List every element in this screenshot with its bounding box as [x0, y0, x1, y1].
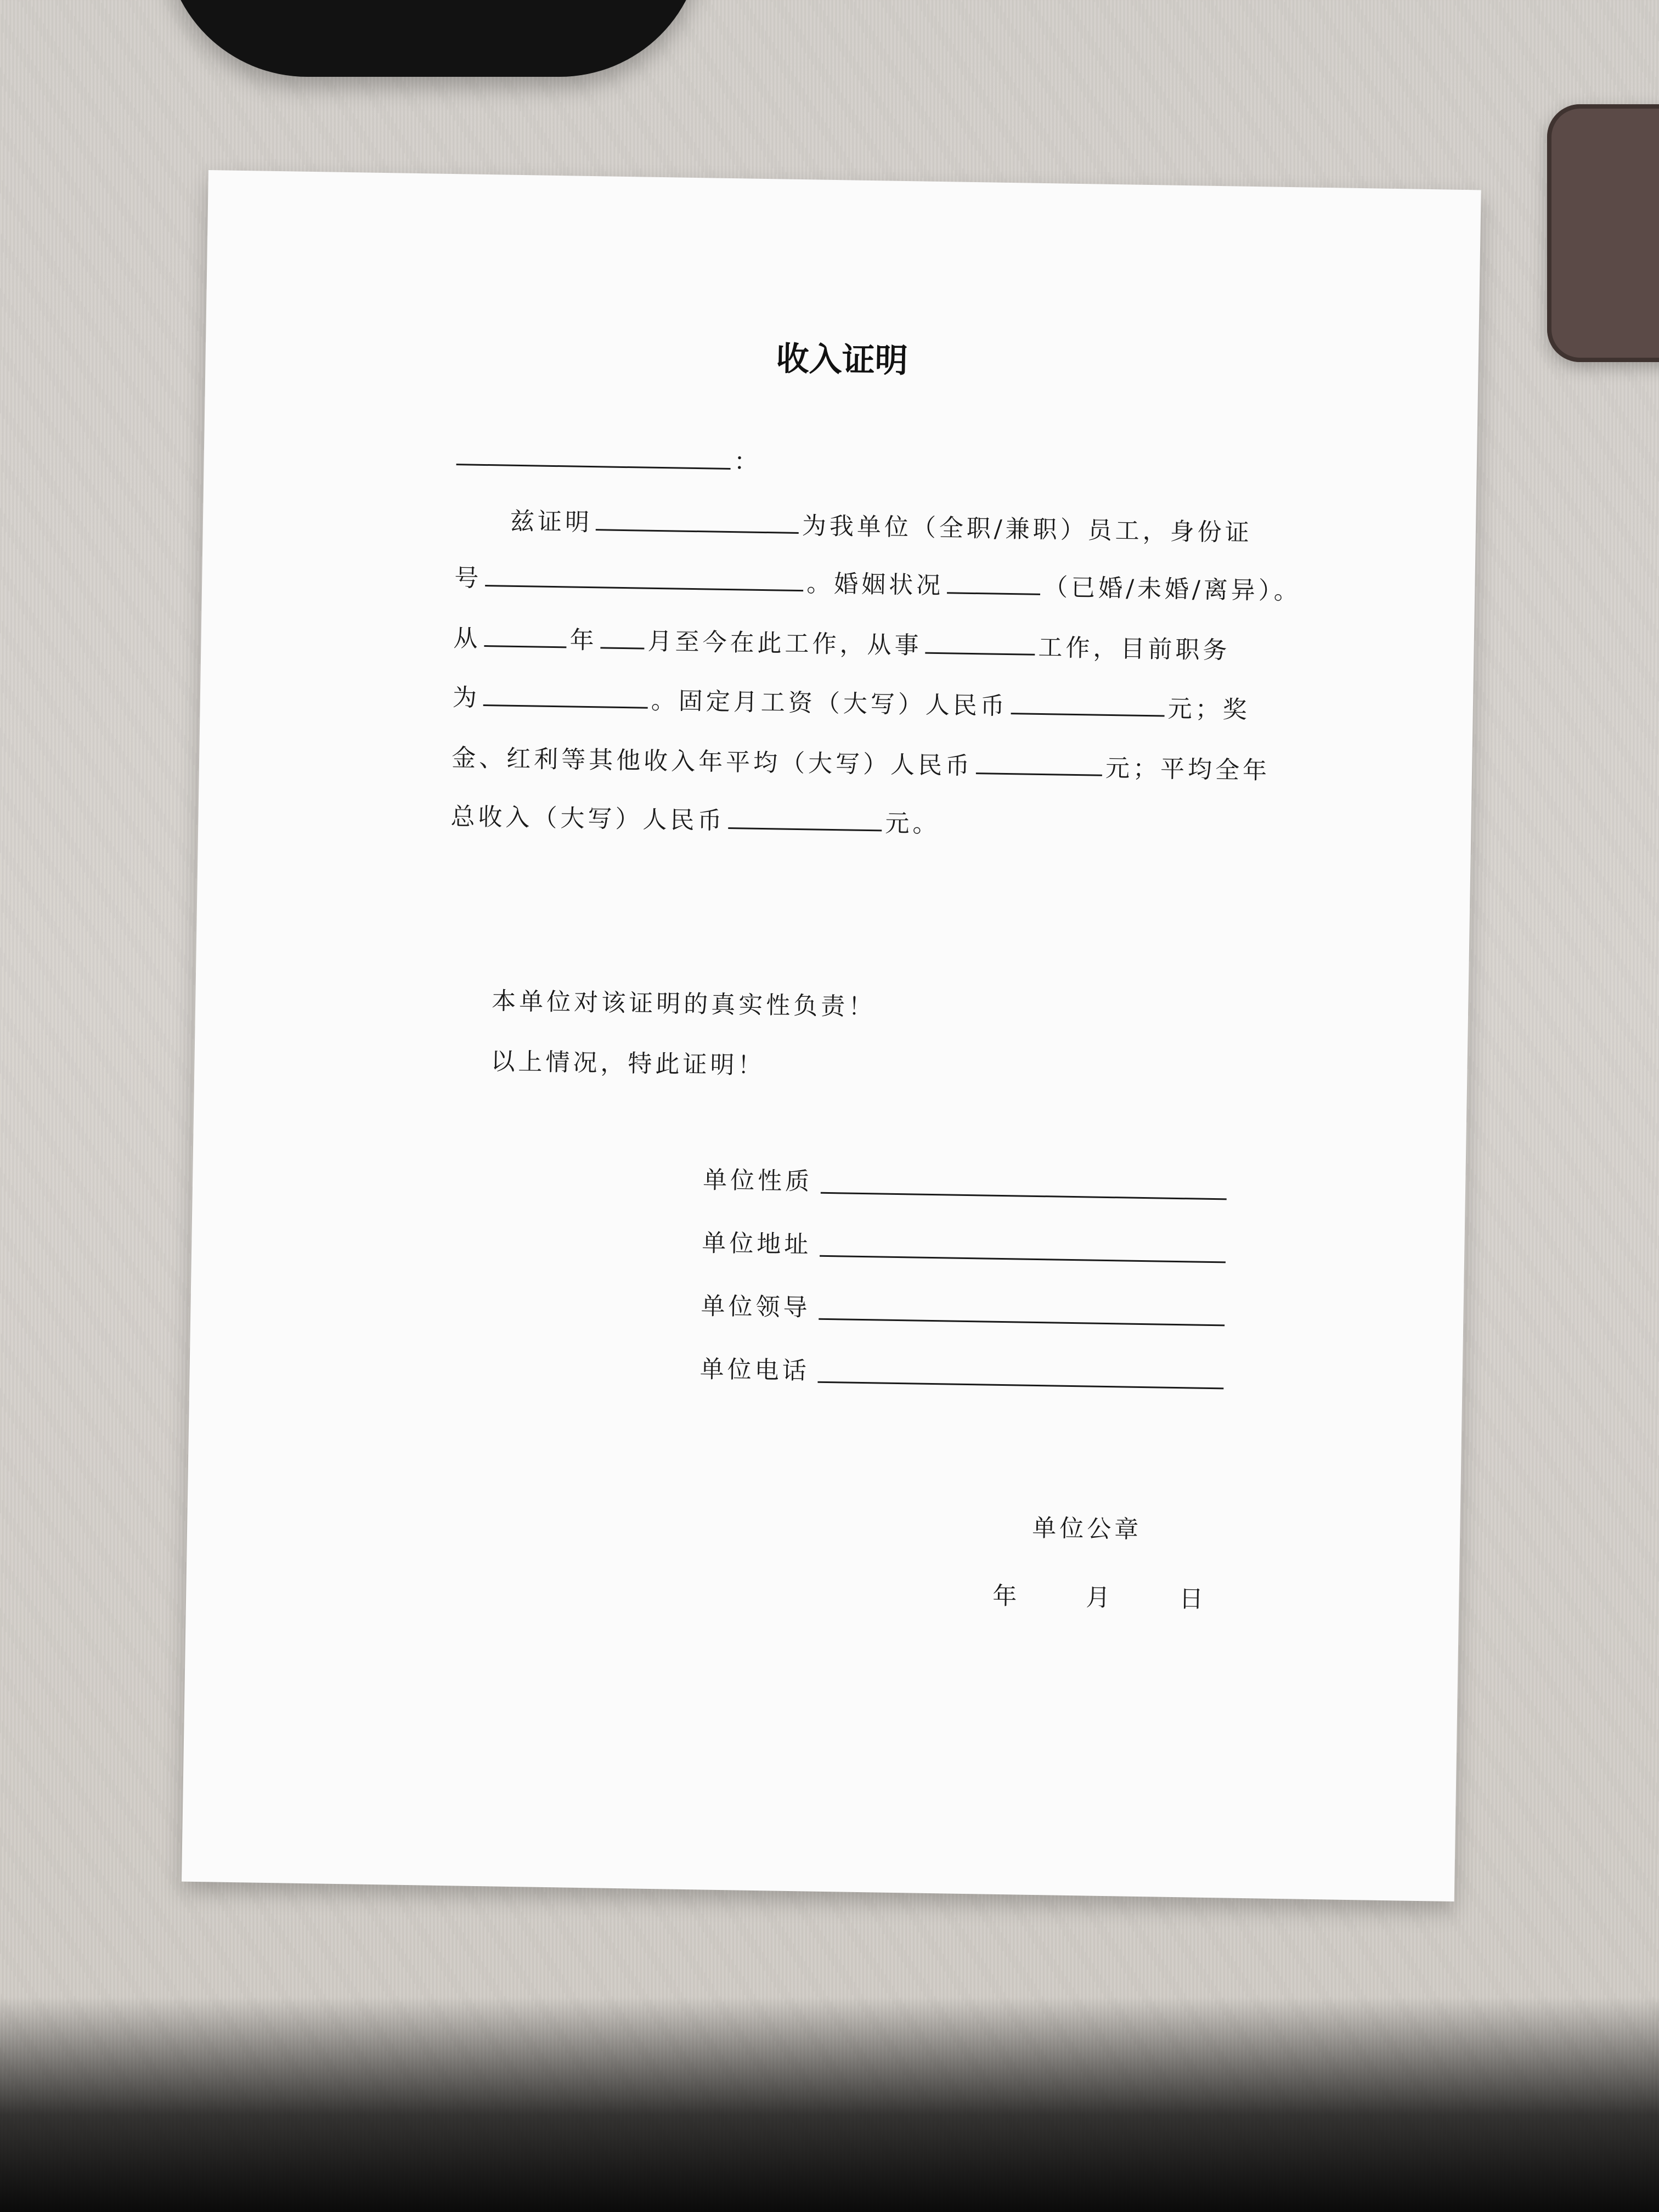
position-blank[interactable]	[483, 682, 648, 709]
salutation-line	[456, 437, 761, 477]
other-income-blank[interactable]	[976, 751, 1103, 776]
as-label: 为	[452, 684, 481, 712]
monthly-salary-label: 。固定月工资（大写）人民币	[651, 686, 1008, 721]
total-income-blank[interactable]	[728, 805, 882, 831]
work-type-blank[interactable]	[925, 630, 1035, 656]
employment-type-text: 为我单位（全职/兼职）员工，身份证	[802, 512, 1253, 547]
unit-address-label: 单位地址	[701, 1229, 812, 1259]
unit-leader-label: 单位领导	[701, 1292, 811, 1322]
statement-hereby: 以上情况，特此证明！	[490, 1047, 765, 1080]
date-month-label: 月	[1085, 1583, 1114, 1612]
work-since-text: 月至今在此工作，从事	[647, 627, 922, 660]
unit-seal-label: 单位公章	[1031, 1514, 1142, 1544]
computer-mouse	[165, 0, 702, 77]
salutation-colon: ：	[733, 448, 762, 476]
certify-label: 兹证明	[510, 507, 593, 537]
monthly-salary-blank[interactable]	[1011, 691, 1165, 716]
unit-address-line[interactable]	[820, 1255, 1226, 1263]
unit-leader-line[interactable]	[819, 1318, 1224, 1327]
current-position-text: 工作，目前职务	[1038, 633, 1231, 665]
body-line-6	[450, 797, 940, 839]
addressee-blank[interactable]	[456, 442, 731, 470]
body-line-4	[453, 678, 1251, 725]
unit-nature-label: 单位性质	[702, 1166, 813, 1196]
body-line-5	[452, 738, 1271, 786]
year-label: 年	[569, 626, 598, 655]
body-line-2	[454, 558, 1301, 606]
id-number-label: 号	[454, 564, 482, 592]
date-day-label: 日	[1178, 1585, 1207, 1613]
total-income-label: 总收入（大写）人民币	[450, 803, 725, 835]
foreground-shadow	[0, 1997, 1659, 2212]
mouse-pad-corner	[1547, 104, 1659, 362]
marital-status-blank[interactable]	[947, 570, 1041, 595]
unit-phone-line[interactable]	[817, 1381, 1223, 1390]
body-line-3	[453, 618, 1231, 665]
id-number-blank[interactable]	[485, 563, 804, 591]
date-year-label: 年	[992, 1582, 1020, 1611]
unit-phone-label: 单位电话	[699, 1355, 810, 1385]
unit-nature-line[interactable]	[821, 1192, 1227, 1200]
document-title: 收入证明	[776, 340, 909, 381]
other-income-label: 金、红利等其他收入年平均（大写）人民币	[451, 744, 973, 781]
marital-status-label: 。婚姻状况	[806, 569, 944, 600]
from-label: 从	[453, 624, 482, 653]
income-certificate-paper	[182, 170, 1481, 1901]
employee-name-blank[interactable]	[596, 507, 799, 534]
start-month-blank[interactable]	[600, 625, 645, 649]
marital-options-text: （已婚/未婚/离异）。	[1043, 573, 1302, 606]
statement-authenticity: 本单位对该证明的真实性负责！	[491, 987, 876, 1022]
body-line-1	[510, 501, 1253, 548]
yuan-annual-text: 元；平均全年	[1105, 754, 1271, 785]
start-year-blank[interactable]	[484, 623, 567, 648]
yuan-end-text: 元。	[885, 809, 940, 839]
yuan-bonus-text: 元；奖	[1167, 695, 1251, 724]
